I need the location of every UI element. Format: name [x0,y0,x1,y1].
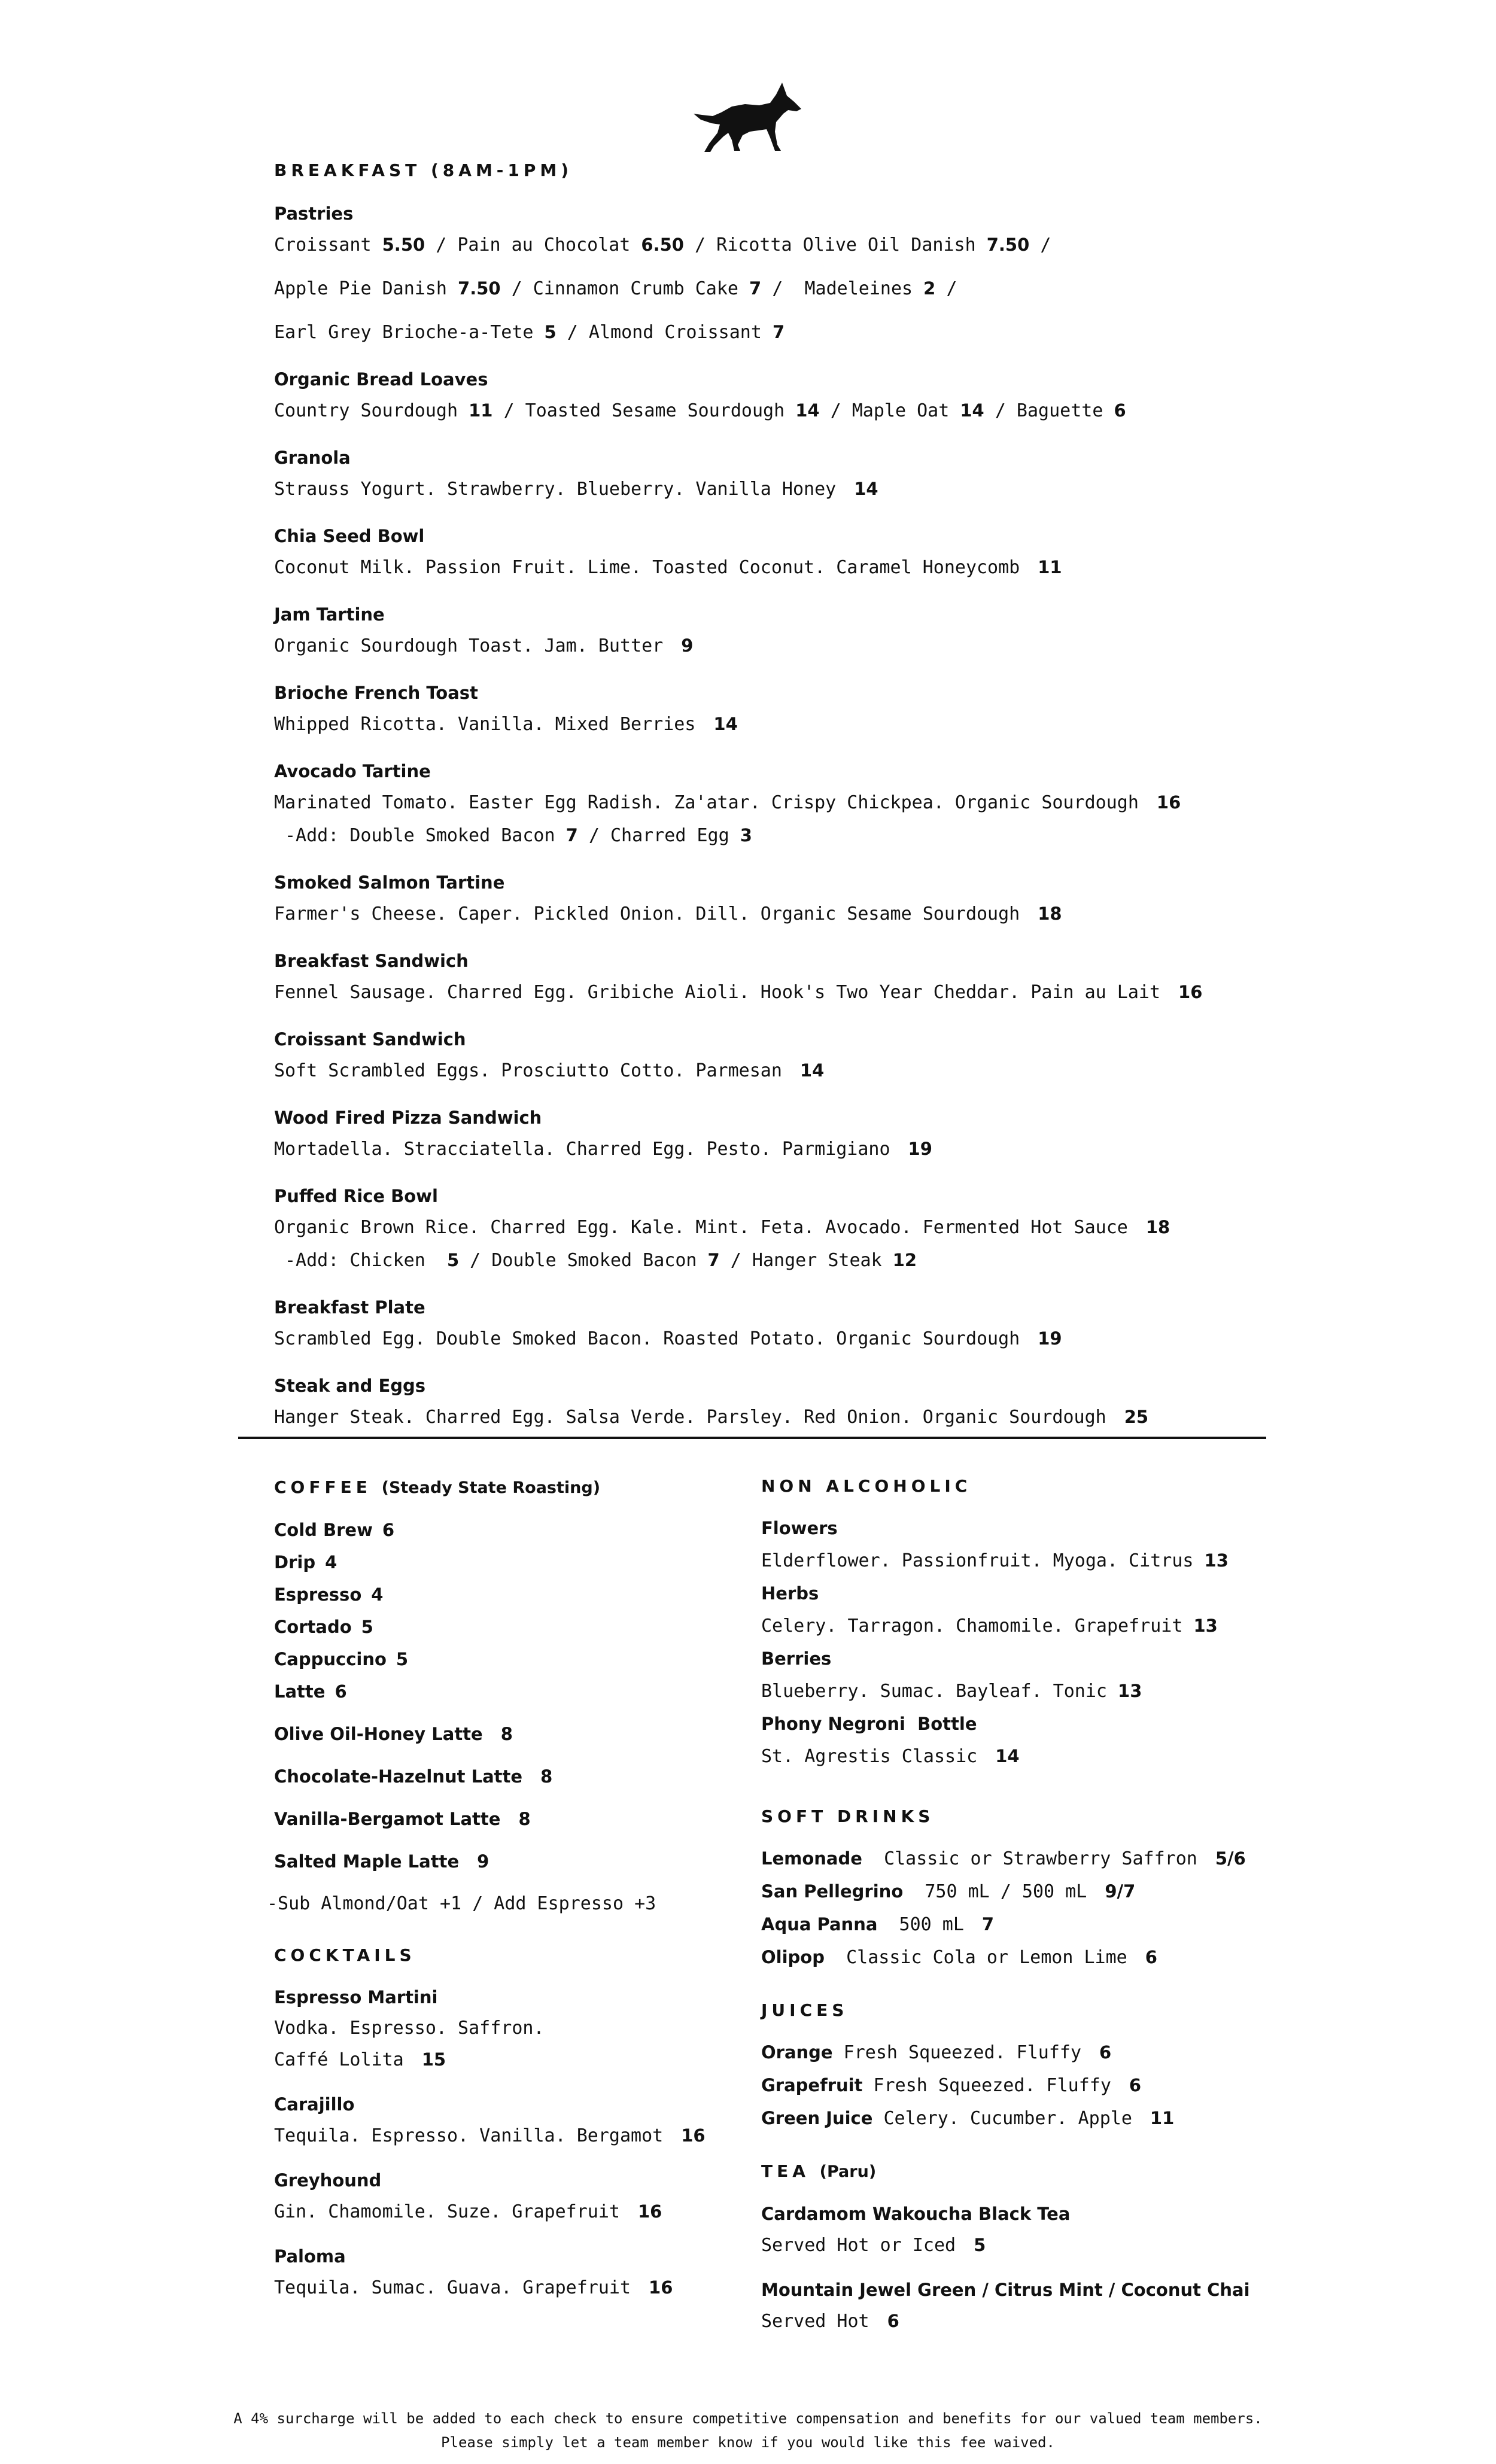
item-description: Gin. Chamomile. Suze. Grapefruit 16 [274,2201,662,2222]
item-name: Phony Negroni Bottle [761,1714,977,1734]
coffee-title: COFFEE (Steady State Roasting) [274,1477,601,1497]
item-price: 14 [995,1746,1020,1766]
tea-item [761,2202,1300,2258]
item-name: Mountain Jewel Green / Citrus Mint / Coconut Chai [761,2280,1250,2300]
coyote-logo [692,78,804,153]
item-description: Hanger Steak. Charred Egg. Salsa Verde. Parsley. Red Onion. Organic Sourdough 25 [274,1407,1149,1428]
item-name: Organic Bread Loaves [274,369,488,390]
item-name: Puffed Rice Bowl [274,1186,438,1206]
item-name: Chia Seed Bowl [274,526,425,546]
item-addon: -Add: Chicken 5 / Double Smoked Bacon 7 / Hanger Steak 12 [285,1250,917,1271]
item-description: Scrambled Egg. Double Smoked Bacon. Roasted Potato. Organic Sourdough 19 [274,1328,1062,1349]
item-name: Berries [761,1648,832,1669]
item-name: Herbs [761,1583,819,1604]
menu-item [274,524,1303,580]
item-description: Whipped Ricotta. Vanilla. Mixed Berries 14 [274,714,738,735]
item-description: Marinated Tomato. Easter Egg Radish. Za'atar. Crispy Chickpea. Organic Sourdough 16 [274,792,1181,813]
menu-item [274,603,1303,658]
coffee-item: Latte 6 [274,1681,347,1702]
item-description: Fennel Sausage. Charred Egg. Gribiche Aioli. Hook's Two Year Cheddar. Pain au Lait 16 [274,982,1203,1003]
soft-drinks-title: SOFT DRINKS [761,1806,935,1826]
item-price: 14 [854,479,878,499]
menu-item [274,1374,1303,1429]
item-name: Breakfast Sandwich [274,951,469,971]
coyote-icon [692,78,804,153]
item-description: Organic Sourdough Toast. Jam. Butter 9 [274,635,694,656]
soft-drink-item: Olipop Classic Cola or Lemon Lime 6 [761,1947,1157,1968]
coffee-item: Cappuccino 5 [274,1649,409,1669]
coffee-special: Chocolate-Hazelnut Latte 8 [274,1766,553,1787]
item-price: 16 [1178,982,1203,1002]
coffee-item: Drip 4 [274,1552,337,1572]
juice-item: Orange Fresh Squeezed. Fluffy 6 [761,2042,1112,2063]
item-description: Strauss Yogurt. Strawberry. Blueberry. Vanilla Honey 14 [274,479,878,500]
coffee-item: Espresso 4 [274,1584,384,1605]
pastry-line: Earl Grey Brioche-a-Tete 5 / Almond Croissant 7 [274,322,785,343]
item-description: Celery. Tarragon. Chamomile. Grapefruit 13 [761,1616,1218,1636]
coffee-item: Cortado 5 [274,1617,373,1637]
item-name: Granola [274,448,351,468]
item-addon: -Add: Double Smoked Bacon 7 / Charred Egg 3 [285,825,752,846]
item-description: Served Hot 6 [761,2311,899,2332]
bread-line: Country Sourdough 11 / Toasted Sesame Sourdough 14 / Maple Oat 14 / Baguette 6 [274,400,1126,421]
item-name: Smoked Salmon Tartine [274,872,505,893]
menu-item-bread [274,367,1303,423]
menu-item [274,446,1303,501]
coffee-note: -Sub Almond/Oat +1 / Add Espresso +3 [267,1893,656,1914]
non-alcoholic-title: NON ALCOHOLIC [761,1476,972,1496]
item-price: 13 [1193,1616,1218,1636]
menu-item [274,759,1303,848]
item-description: Tequila. Sumac. Guava. Grapefruit 16 [274,2277,673,2298]
item-price: 6 [887,2311,899,2331]
item-description: Tequila. Espresso. Vanilla. Bergamot 16 [274,2125,706,2146]
item-description: Soft Scrambled Eggs. Prosciutto Cotto. Parmesan 14 [274,1060,825,1081]
item-price: 16 [681,2125,706,2146]
cocktails-title: COCKTAILS [274,1945,416,1965]
item-description: Vodka. Espresso. Saffron. [274,2018,545,2039]
item-description: Organic Brown Rice. Charred Egg. Kale. Mint. Feta. Avocado. Fermented Hot Sauce 18 [274,1217,1170,1238]
non-alcoholic-item [761,1712,1300,1769]
coffee-special: Salted Maple Latte 9 [274,1851,489,1872]
drinks-left-column [267,1476,741,2320]
item-name: Croissant Sandwich [274,1029,466,1050]
item-name: Flowers [761,1518,838,1538]
menu-item [274,1027,1303,1083]
item-price: 13 [1118,1681,1142,1701]
item-description: Served Hot or Iced 5 [761,2235,986,2256]
item-price: 13 [1204,1550,1229,1571]
item-description: Coconut Milk. Passion Fruit. Lime. Toasted Coconut. Caramel Honeycomb 11 [274,557,1062,578]
juices-title: JUICES [761,2000,849,2020]
coffee-special: Olive Oil-Honey Latte 8 [274,1724,513,1744]
soft-drink-item: Aqua Panna 500 mL 7 [761,1914,995,1935]
item-price: 14 [713,714,738,734]
pastry-line: Apple Pie Danish 7.50 / Cinnamon Crumb Cake 7 / Madeleines 2 / [274,278,957,299]
cocktail-item [274,2092,741,2148]
item-name: Pastries [274,203,354,224]
menu-item [274,1295,1303,1351]
item-description: Caffé Lolita 15 [274,2049,446,2070]
breakfast-section [274,159,1303,1452]
item-description: Farmer's Cheese. Caper. Pickled Onion. Dill. Organic Sesame Sourdough 18 [274,904,1062,924]
item-description: St. Agrestis Classic 14 [761,1746,1020,1767]
item-name: Paloma [274,2246,346,2267]
non-alcoholic-item [761,1581,1300,1638]
footer-line: A 4% surcharge will be added to each check to ensure competitive compensation and benefits for our valued team members. [233,2410,1263,2427]
item-price: 19 [1038,1328,1062,1349]
item-price: 25 [1124,1407,1149,1427]
item-name: Greyhound [274,2170,382,2191]
coffee-item: Cold Brew 6 [274,1520,395,1540]
coffee-special: Vanilla-Bergamot Latte 8 [274,1809,531,1829]
cocktail-item [274,2168,741,2224]
item-price: 16 [637,2201,662,2222]
item-description: Elderflower. Passionfruit. Myoga. Citrus 13 [761,1550,1229,1571]
menu-item [274,681,1303,737]
pastry-line: Croissant 5.50 / Pain au Chocolat 6.50 / Ricotta Olive Oil Danish 7.50 / [274,235,1051,255]
item-description: Blueberry. Sumac. Bayleaf. Tonic 13 [761,1681,1142,1702]
item-name: Steak and Eggs [274,1376,426,1396]
menu-item [274,871,1303,926]
item-price: 16 [649,2277,673,2298]
menu-item [274,1184,1303,1273]
cocktail-item [274,2244,741,2300]
item-name: Espresso Martini [274,1987,438,2007]
menu-item-pastries [274,202,1303,345]
item-price: 14 [799,1060,825,1081]
surcharge-footer [0,2407,1496,2454]
item-name: Wood Fired Pizza Sandwich [274,1108,542,1128]
cocktail-item [274,1985,741,2072]
item-price: 5 [974,2235,986,2255]
tea-item [761,2278,1300,2334]
non-alcoholic-item [761,1516,1300,1573]
item-name: Jam Tartine [274,604,385,625]
item-price: 16 [1156,792,1181,813]
menu-item [274,1106,1303,1161]
section-divider [238,1437,1266,1439]
footer-line: Please simply let a team member know if you would like this fee waived. [441,2434,1055,2451]
tea-title: TEA (Paru) [761,2161,877,2181]
juice-item: Green Juice Celery. Cucumber. Apple 11 [761,2108,1175,2129]
juice-item: Grapefruit Fresh Squeezed. Fluffy 6 [761,2075,1142,2096]
menu-item [274,949,1303,1005]
item-description: Mortadella. Stracciatella. Charred Egg. Pesto. Parmigiano 19 [274,1139,932,1160]
drinks-right-column [761,1474,1300,2354]
item-price: 18 [1145,1217,1170,1237]
item-price: 11 [1038,557,1062,577]
soft-drink-item: Lemonade Classic or Strawberry Saffron 5/6 [761,1848,1246,1869]
item-name: Cardamom Wakoucha Black Tea [761,2204,1071,2224]
item-name: Carajillo [274,2094,355,2115]
item-name: Avocado Tartine [274,761,431,781]
item-price: 19 [908,1139,932,1159]
item-price: 9 [681,635,694,656]
item-name: Breakfast Plate [274,1297,425,1318]
item-price: 15 [421,2049,446,2070]
breakfast-title: BREAKFAST (8AM-1PM) [274,160,573,180]
item-name: Brioche French Toast [274,683,478,703]
item-price: 18 [1038,904,1062,924]
non-alcoholic-item [761,1647,1300,1703]
soft-drink-item: San Pellegrino 750 mL / 500 mL 9/7 [761,1881,1136,1902]
